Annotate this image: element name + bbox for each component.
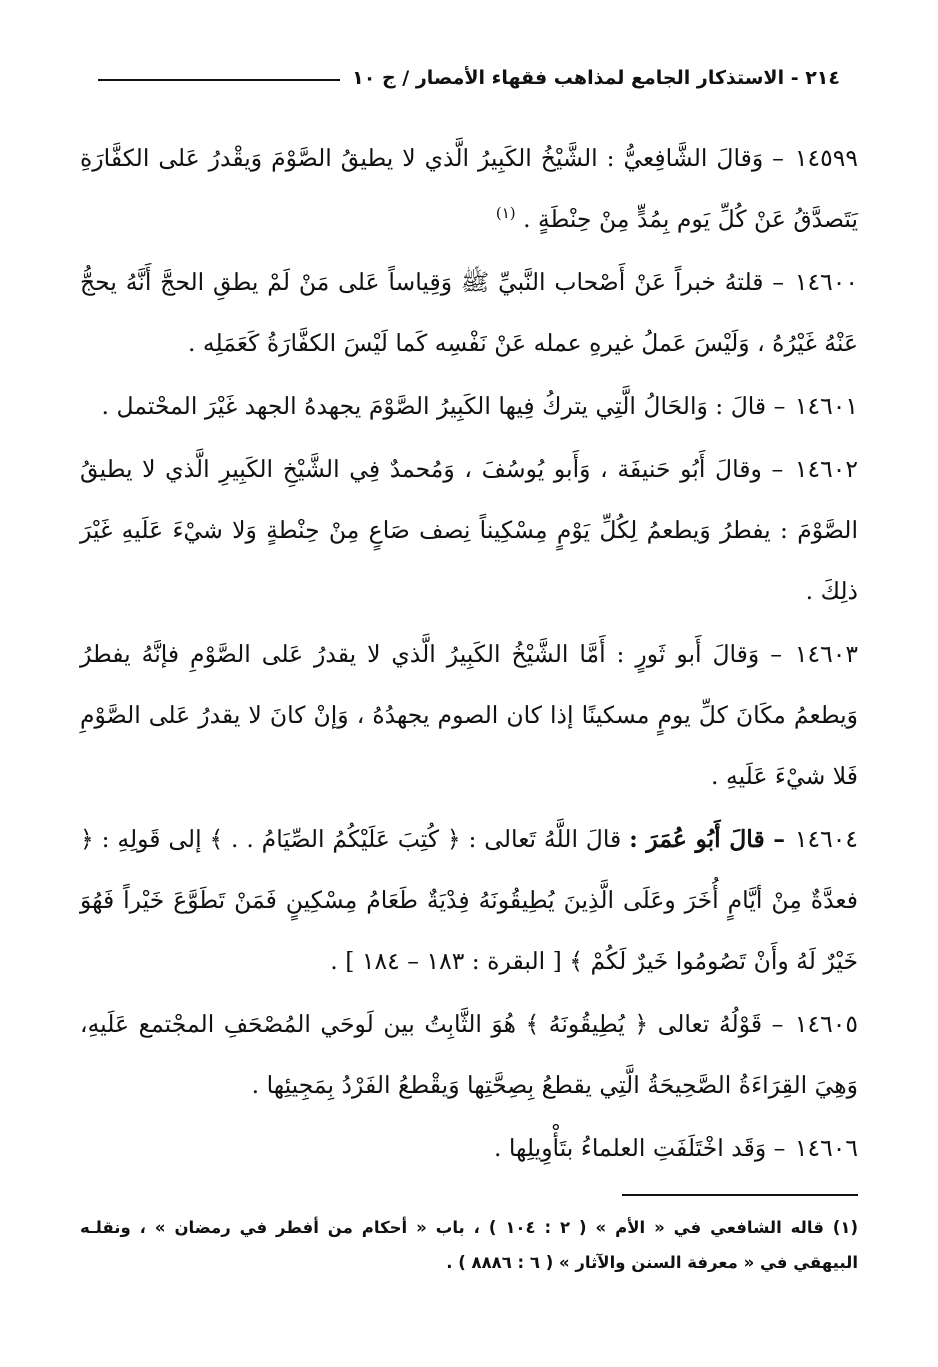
page-header	[98, 62, 840, 94]
paragraph-lead: – قالَ أَبُو عُمَرَ :	[629, 825, 785, 853]
paragraph-14599	[80, 128, 858, 250]
paragraph-text: – وَقالَ الشَّافِعيُّ : الشَّيْخُ الكَبِيرُ الَّذي لا يطيقُ الصَّوْمَ وَيقْدرُ عَلى الكفَّارَةِ يَتَصدَّقُ عَنْ كُلِّ يَوم بِمُدٍّ مِنْ حِنْطَةٍ .	[80, 144, 858, 233]
paragraph-number: ١٤٦٠٥	[794, 1010, 858, 1038]
paragraph-14600	[80, 252, 858, 374]
paragraph-number: ١٤٦٠٠	[794, 268, 858, 296]
paragraph-text: – قَوْلُهُ تعالى ﴿ يُطِيقُونَهُ ﴾ هُوَ الثَّابِتُ بين لَوحَي المُصْحَفِ المجْتمع عَلَيهِ، وَهِيَ القِرَاءَةُ الصَّحِيحَةُ الَّتِي يقطعُ بِصِحَّتِها وَيقْطعُ الفَرْدُ بِمَجِيئِها .	[80, 1010, 858, 1099]
running-header: ٢١٤ - الاستذكار الجامع لمذاهب فقهاء الأمصار / ج ١٠	[352, 67, 840, 89]
footnote-separator	[622, 1194, 858, 1196]
paragraph-number: ١٤٦٠٢	[794, 455, 858, 483]
paragraph-14604	[80, 809, 858, 992]
paragraph-number: ١٤٦٠٣	[794, 640, 858, 668]
paragraph-14602	[80, 439, 858, 622]
paragraph-text: – قالَ : وَالحَالُ الَّتِي يتركُ فِيها الكَبِيرُ الصَّوْمَ يجهدهُ الجهد غَيْرَ المحْتمل .	[101, 392, 786, 420]
paragraph-14606	[80, 1118, 858, 1179]
paragraph-text: – وَقالَ أَبو ثَورٍ : أَمَّا الشَّيْخُ الكَبِيرُ الَّذي لا يقدرُ عَلى الصَّوْمِ فإنَّهُ يفطرُ وَيطعمُ مكَانَ كلِّ يومٍ مسكينًا إذا كان الصوم يجهدُهُ ، وَإنْ كانَ لا يقدرُ عَلى الصَّوْمِ فَلا شيْءَ عَلَيهِ .	[80, 640, 858, 790]
main-text	[80, 128, 858, 1181]
paragraph-14601	[80, 376, 858, 437]
header-rule	[98, 79, 340, 81]
paragraph-number: ١٤٦٠١	[794, 392, 858, 420]
footnotes	[80, 1210, 858, 1280]
paragraph-text: – وَقَد اخْتَلَفَتِ العلماءُ بتَأْوِيلِها .	[493, 1134, 786, 1162]
paragraph-number: ١٤٦٠٦	[794, 1134, 858, 1162]
footnote-1: (١) قاله الشافعي في « الأم » ( ٢ : ١٠٤ ) ، باب « أحكام من أفطر في رمضان » ، ونقلـه البيهقي في « معرفة السنن والآثار » ( ٦ : ٨٨٨٦ ) .	[80, 1218, 858, 1272]
paragraph-14603	[80, 624, 858, 807]
paragraph-text: – قلتهُ خبراً عَنْ أَصْحاب النَّبيِّ ﷺ وَقِياساً عَلى مَنْ لَمْ يطقِ الحجَّ أَنَّهُ يحجُّ عَنْهُ غَيْرُهُ ، وَلَيْسَ عَملُ غيرهِ عمله عَنْ نَفْسِه كَما لَيْسَ الكفَّارَةُ كَعَمَلِه .	[80, 268, 858, 357]
paragraph-14605	[80, 994, 858, 1116]
paragraph-number: ١٤٦٠٤	[794, 825, 858, 853]
paragraph-number: ١٤٥٩٩	[794, 144, 858, 172]
paragraph-text: قالَ اللَّهُ تَعالى : ﴿ كُتِبَ عَلَيْكُمُ الصِّيَامُ . . ﴾ إلى قَولِهِ : ﴿ فعدَّةٌ مِنْ أيَّامٍ أُخَرَ وعَلَى الَّذِينَ يُطِيقُونَهُ فِدْيَةٌ طَعَامُ مِسْكِينٍ فَمَنْ تَطَوَّعَ خَيْراً فَهُوَ خَيْرٌ لَهُ وأَنْ تَصُومُوا خَيرٌ لَكُمْ ﴾ [ البقرة : ١٨٣ – ١٨٤ ] .	[80, 825, 858, 975]
footnote-marker[interactable]: (١)	[495, 204, 516, 223]
paragraph-text: – وقالَ أَبُو حَنيفَة ، وَأَبو يُوسُفَ ، وَمُحمدٌ فِي الشَّيْخِ الكَبِيرِ الَّذي لا يطيقُ الصَّوْمَ : يفطرُ وَيطعمُ لِكُلِّ يَوْمٍ مِسْكِيناً نِصف صَاعٍ مِنْ حِنْطةٍ وَلا شيْءَ عَلَيهِ غَيْرَ ذلِكَ .	[80, 455, 858, 605]
